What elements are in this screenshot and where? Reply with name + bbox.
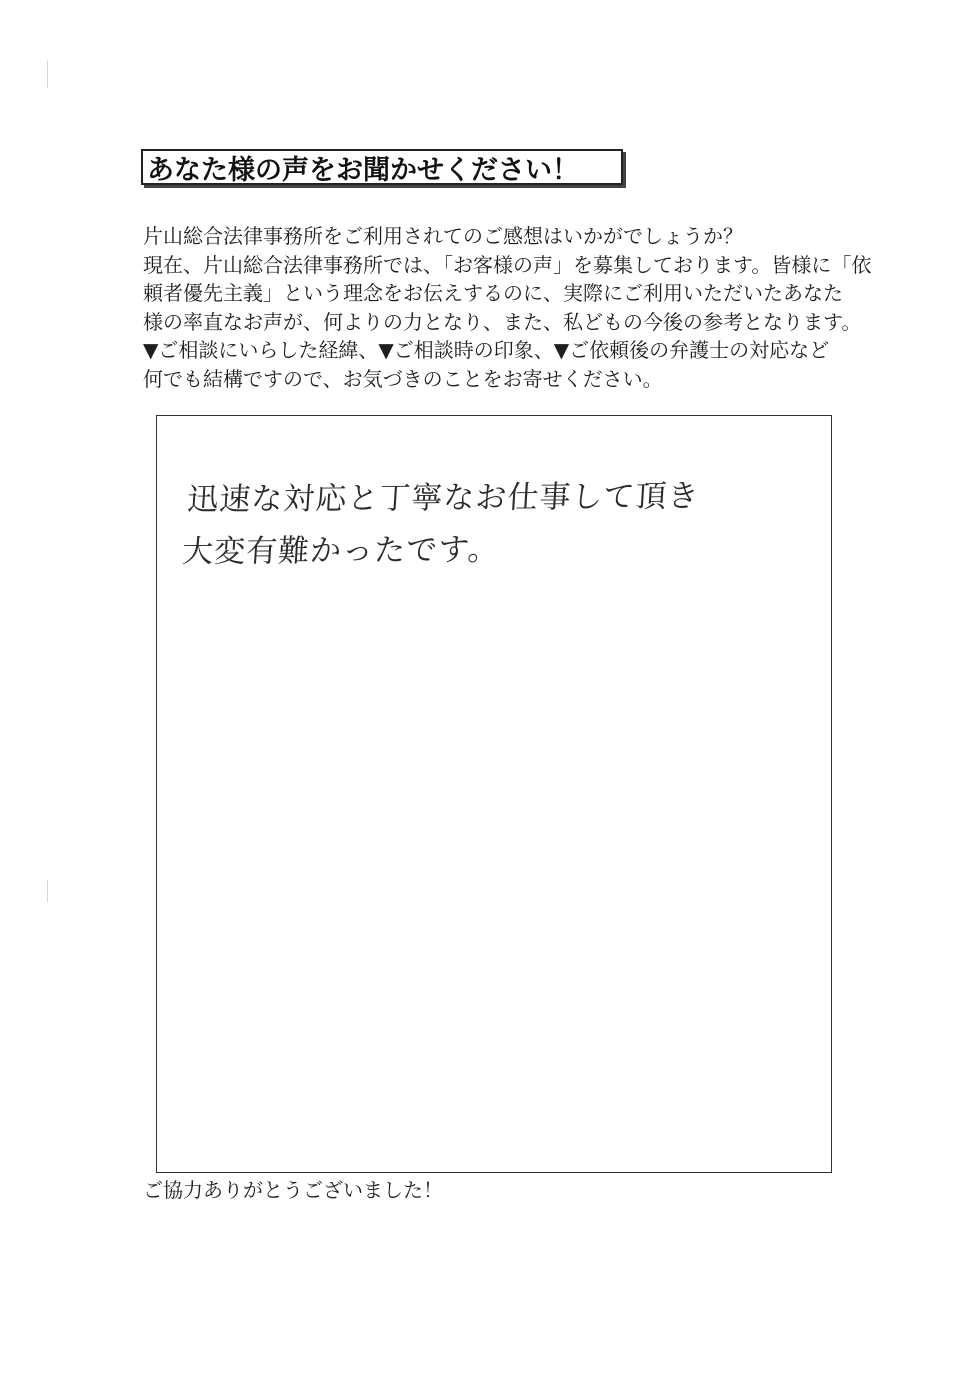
intro-line: 片山総合法律事務所をご利用されてのご感想はいかがでしょうか？ (143, 224, 743, 248)
answer-box (156, 415, 832, 1173)
handwritten-line: 大変有難かったです。 (180, 531, 501, 571)
intro-line: 現在、片山総合法律事務所では、「お客様の声」を募集しております。皆様に「依 (143, 252, 872, 277)
title-banner (141, 149, 623, 185)
scan-mark (47, 880, 48, 902)
scan-mark (47, 60, 48, 88)
intro-line: ▼ご相談にいらした経緯、▼ご相談時の印象、▼ご依頼後の弁護士の対応など (143, 338, 830, 363)
intro-line: 何でも結構ですので、お気づきのことをお寄せください。 (143, 366, 663, 391)
closing-message: ご協力ありがとうございました！ (143, 1178, 443, 1202)
intro-line: 頼者優先主義」という理念をお伝えするのに、実際にご利用いただいたあなた (143, 281, 843, 306)
intro-paragraph (143, 222, 872, 394)
intro-line: 様の率直なお声が、何よりの力となり、また、私どもの今後の参考となります。 (143, 309, 862, 334)
handwritten-answer (180, 470, 701, 578)
page-title: あなた様の声をお聞かせください！ (147, 154, 579, 186)
handwritten-line: 迅速な対応と丁寧なお仕事して頂き (186, 478, 701, 519)
